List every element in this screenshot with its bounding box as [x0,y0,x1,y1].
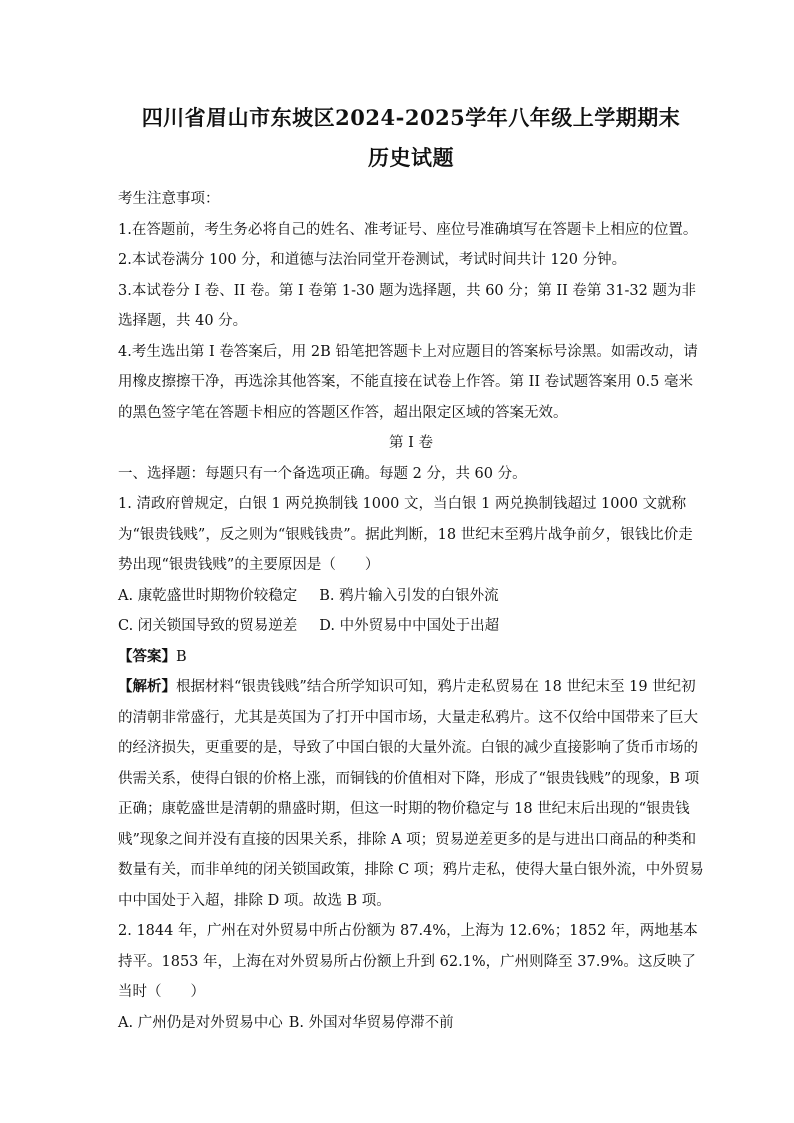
question-2-options-row-1 [118,1008,704,1039]
question-1-option-b: B. 鸦片输入引发的白银外流 [319,587,499,604]
notice-item-4: 4.考生选出第 I 卷答案后，用 2B 铅笔把答题卡上对应题目的答案标号涂黑。如需改动，请用橡皮擦擦干净，再选涂其他答案，不能直接在试卷上作答。第 II 卷试题答案用 0.5 毫米的黑色签字笔在答题卡相应的答题区作答，超出限定区域的答案无效。 [118,343,698,421]
answer-value: B [176,648,187,665]
notice-item-3: 3.本试卷分 I 卷、II 卷。第 I 卷第 1-30 题为选择题，共 60 分；第 II 卷第 31-32 题为非选择题，共 40 分。 [118,282,696,329]
question-1-options-row-1 [118,581,704,612]
question-1-stem: 1. 清政府曾规定，白银 1 两兑换制钱 1000 文，当白银 1 两兑换制钱超过 1000 文就称为“银贵钱贱”，反之则为“银贱钱贵”。据此判断，18 世纪末至鸦片战争前夕，银钱比价走势出现“银贵钱贱”的主要原因是（ ） [118,496,693,573]
notice-heading: 考生注意事项： [118,191,220,207]
question-1-answer [118,642,704,673]
exam-subtitle: 历史试题 [368,145,454,170]
question-2-option-b: B. 外国对华贸易停滞不前 [288,1014,454,1031]
question-1-option-a: A. 康乾盛世时期物价较稳定 [118,587,298,604]
notice-item-1: 1.在答题前，考生务必将自己的姓名、准考证号、座位号准确填写在答题卡上相应的位置。 [118,221,698,238]
analysis-text: 根据材料“银贵钱贱”结合所学知识可知，鸦片走私贸易在 18 世纪末至 19 世纪初的清朝非常盛行，尤其是英国为了打开中国市场，大量走私鸦片。这不仅给中国带来了巨大的经济损失，更重要的是，导致了中国白银的大量外流。白银的减少直接影响了货币市场的供需关系，使得白银的价格上涨，而铜钱的价值相对下降，形成了“银贵钱贱”的现象，B 项正确；康乾盛世是清朝的鼎盛时期，但这一时期的物价稳定与 18 世纪末后出现的“银贵钱贱”现象之间并没有直接的因果关系，排除 A 项；贸易逆差更多的是与进出口商品的种类和数量有关，而非单纯的闭关锁国政策，排除 C 项；鸦片走私，使得大量白银外流，中外贸易中中国处于入超，排除 D 项。故选 B 项。 [118,679,704,909]
analysis-label: 【解析】 [118,678,176,695]
question-2-option-a: A. 广州仍是对外贸易中心 [118,1014,283,1031]
question-2-stem: 2. 1844 年，广州在对外贸易中所占份额为 87.4%，上海为 12.6%；1852 年，两地基本持平。1853 年，上海在对外贸易所占份额上升到 62.1%，广州则降至 37.9%。这反映了当时（ ） [118,923,698,1000]
question-1-option-c: C. 闭关锁国导致的贸易逆差 [118,618,298,634]
question-1-option-d: D. 中外贸易中中国处于出超 [319,618,500,634]
question-1-options-row-2 [118,611,704,642]
exam-title: 四川省眉山市东坡区2024-2025学年八年级上学期期末 [141,105,681,130]
section-title: 第 I 卷 [389,435,433,451]
answer-label: 【答案】 [118,647,176,665]
question-1-analysis [118,672,704,916]
part-one-heading: 一、选择题：每题只有一个备选项正确。每题 2 分，共 60 分。 [118,465,527,482]
notice-item-2: 2.本试卷满分 100 分，和道德与法治同堂开卷测试，考试时间共计 120 分钟。 [118,252,627,268]
